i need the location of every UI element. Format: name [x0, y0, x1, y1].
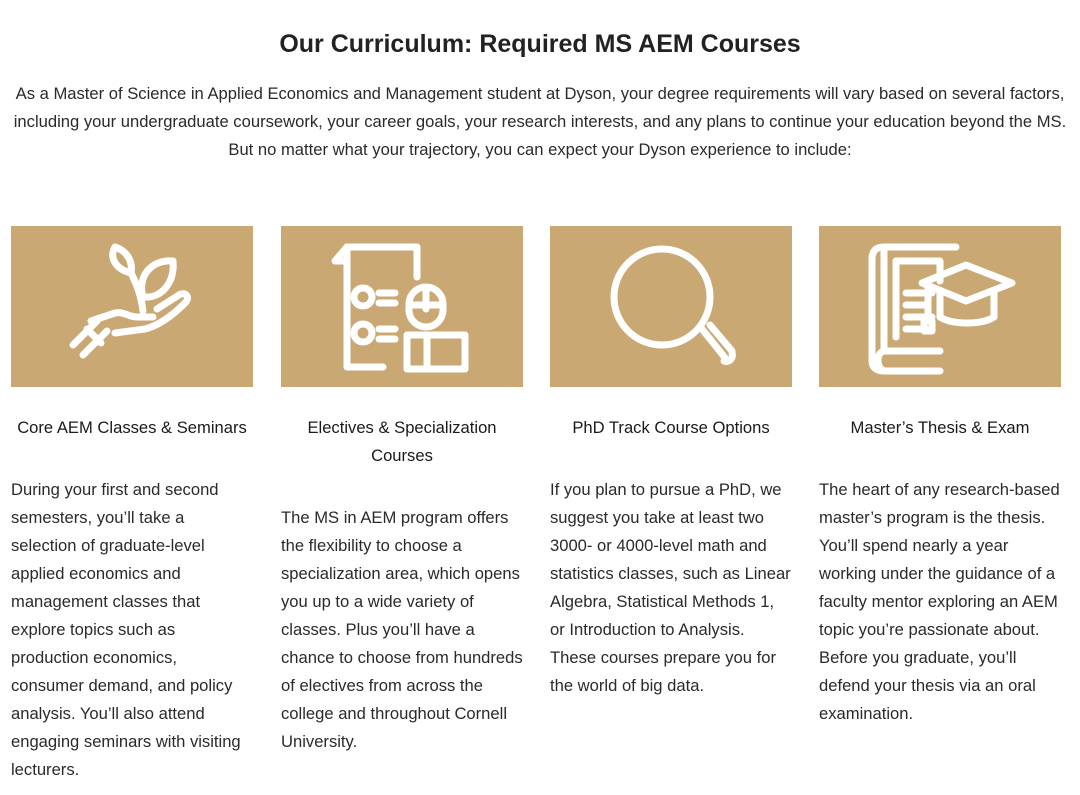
- card-body-core: During your first and second semesters, you’ll take a selection of graduate-level applied economics and management classes that explore topics such as production economics, consumer demand, and policy analysis. You’ll also attend engaging seminars with visiting lecturers.: [11, 480, 241, 779]
- course-card-core: [11, 226, 253, 784]
- card-image-core: [11, 226, 253, 387]
- card-title-electives: Electives & Specialization Courses: [307, 418, 497, 465]
- hand-plant-icon: [57, 237, 207, 377]
- card-body-electives: The MS in AEM program offers the flexibility to choose a specialization area, which opens you up to a wide variety of classes. Plus you’ll have a chance to choose from hundreds of electives from across the college and throughout Cornell University.: [281, 508, 523, 751]
- course-card-phd: [550, 226, 792, 700]
- course-card-electives: [281, 226, 523, 756]
- card-image-phd: [550, 226, 792, 387]
- card-image-electives: [281, 226, 523, 387]
- intro-paragraph: As a Master of Science in Applied Economics and Management student at Dyson, your degree requirements will vary based on several factors, including your undergraduate coursework, your career goals, your research interests, and any plans to continue your education beyond the MS. But no matter what your trajectory, you can expect your Dyson experience to include:: [13, 83, 1067, 159]
- magnifying-glass-icon: [596, 237, 746, 377]
- book-graduation-cap-icon: [860, 237, 1020, 377]
- card-title-core: Core AEM Classes & Seminars: [17, 418, 247, 437]
- page-title: Our Curriculum: Required MS AEM Courses: [279, 29, 801, 58]
- card-title-phd: PhD Track Course Options: [572, 418, 770, 437]
- document-checklist-icon: [327, 237, 477, 377]
- card-body-thesis: The heart of any research-based master’s program is the thesis. You’ll spend nearly a year working under the guidance of a faculty mentor exploring an AEM topic you’re passionate about. Before you graduate, you’ll defend your thesis via an oral examination.: [819, 480, 1060, 723]
- card-body-phd: If you plan to pursue a PhD, we suggest you take at least two 3000- or 4000-level math and statistics classes, such as Linear Algebra, Statistical Methods 1, or Introduction to Analysis. These courses prepare you for the world of big data.: [550, 480, 791, 695]
- card-image-thesis: [819, 226, 1061, 387]
- course-card-thesis: [819, 226, 1061, 728]
- card-title-thesis: Master’s Thesis & Exam: [850, 418, 1030, 437]
